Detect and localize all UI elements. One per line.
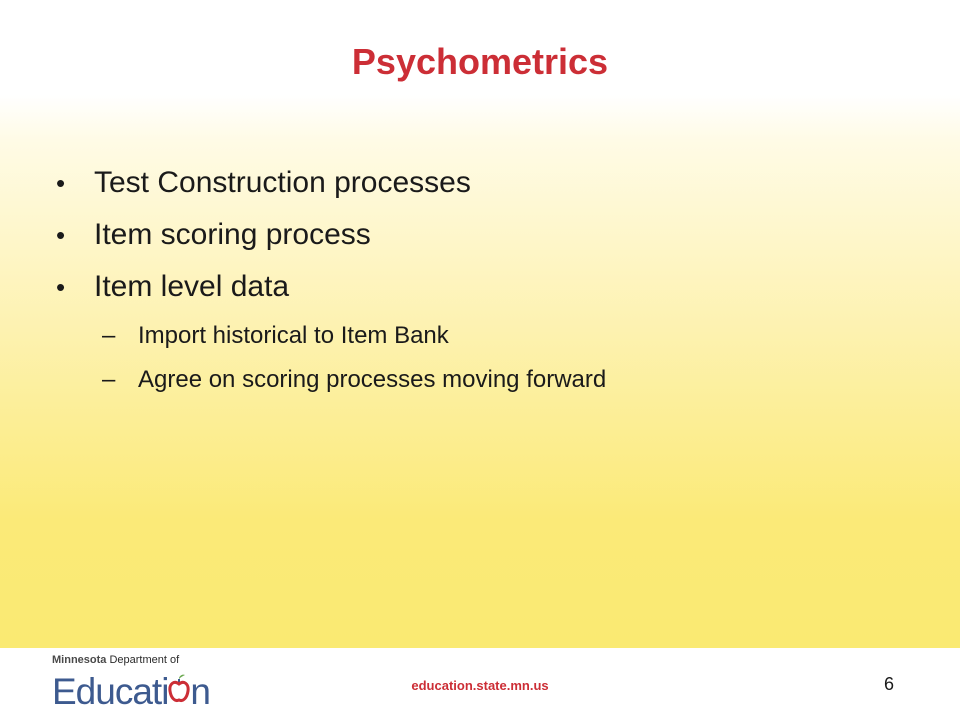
footer	[0, 648, 960, 720]
bullet-item	[56, 270, 916, 322]
logo-dept: Department of	[106, 654, 180, 666]
bullet-glyph: •	[56, 168, 66, 198]
bullet-text: Item level data	[94, 270, 290, 303]
bullet-text: Item scoring process	[94, 218, 371, 251]
bullet-list	[56, 166, 916, 410]
bullet-text: Test Construction processes	[94, 166, 471, 199]
slide-title: Psychometrics	[351, 41, 609, 82]
footer-url: education.state.mn.us	[411, 678, 549, 693]
sub-bullet-item	[56, 366, 916, 410]
sub-bullet-item	[56, 322, 916, 366]
bullet-glyph: •	[56, 272, 66, 302]
page-number: 6	[884, 674, 895, 694]
sub-bullet-glyph: –	[102, 366, 116, 393]
logo-word-start: Educati	[52, 671, 169, 712]
sub-bullet-text: Agree on scoring processes moving forward	[138, 366, 607, 393]
bullet-item	[56, 218, 916, 270]
sub-bullet-text: Import historical to Item Bank	[138, 322, 449, 349]
bullet-glyph: •	[56, 220, 66, 250]
sub-bullet-glyph: –	[102, 322, 116, 349]
bullet-item	[56, 166, 916, 218]
logo-word-end: n	[190, 671, 210, 712]
logo-org-line	[52, 654, 222, 666]
logo-state: Minnesota	[52, 654, 107, 666]
